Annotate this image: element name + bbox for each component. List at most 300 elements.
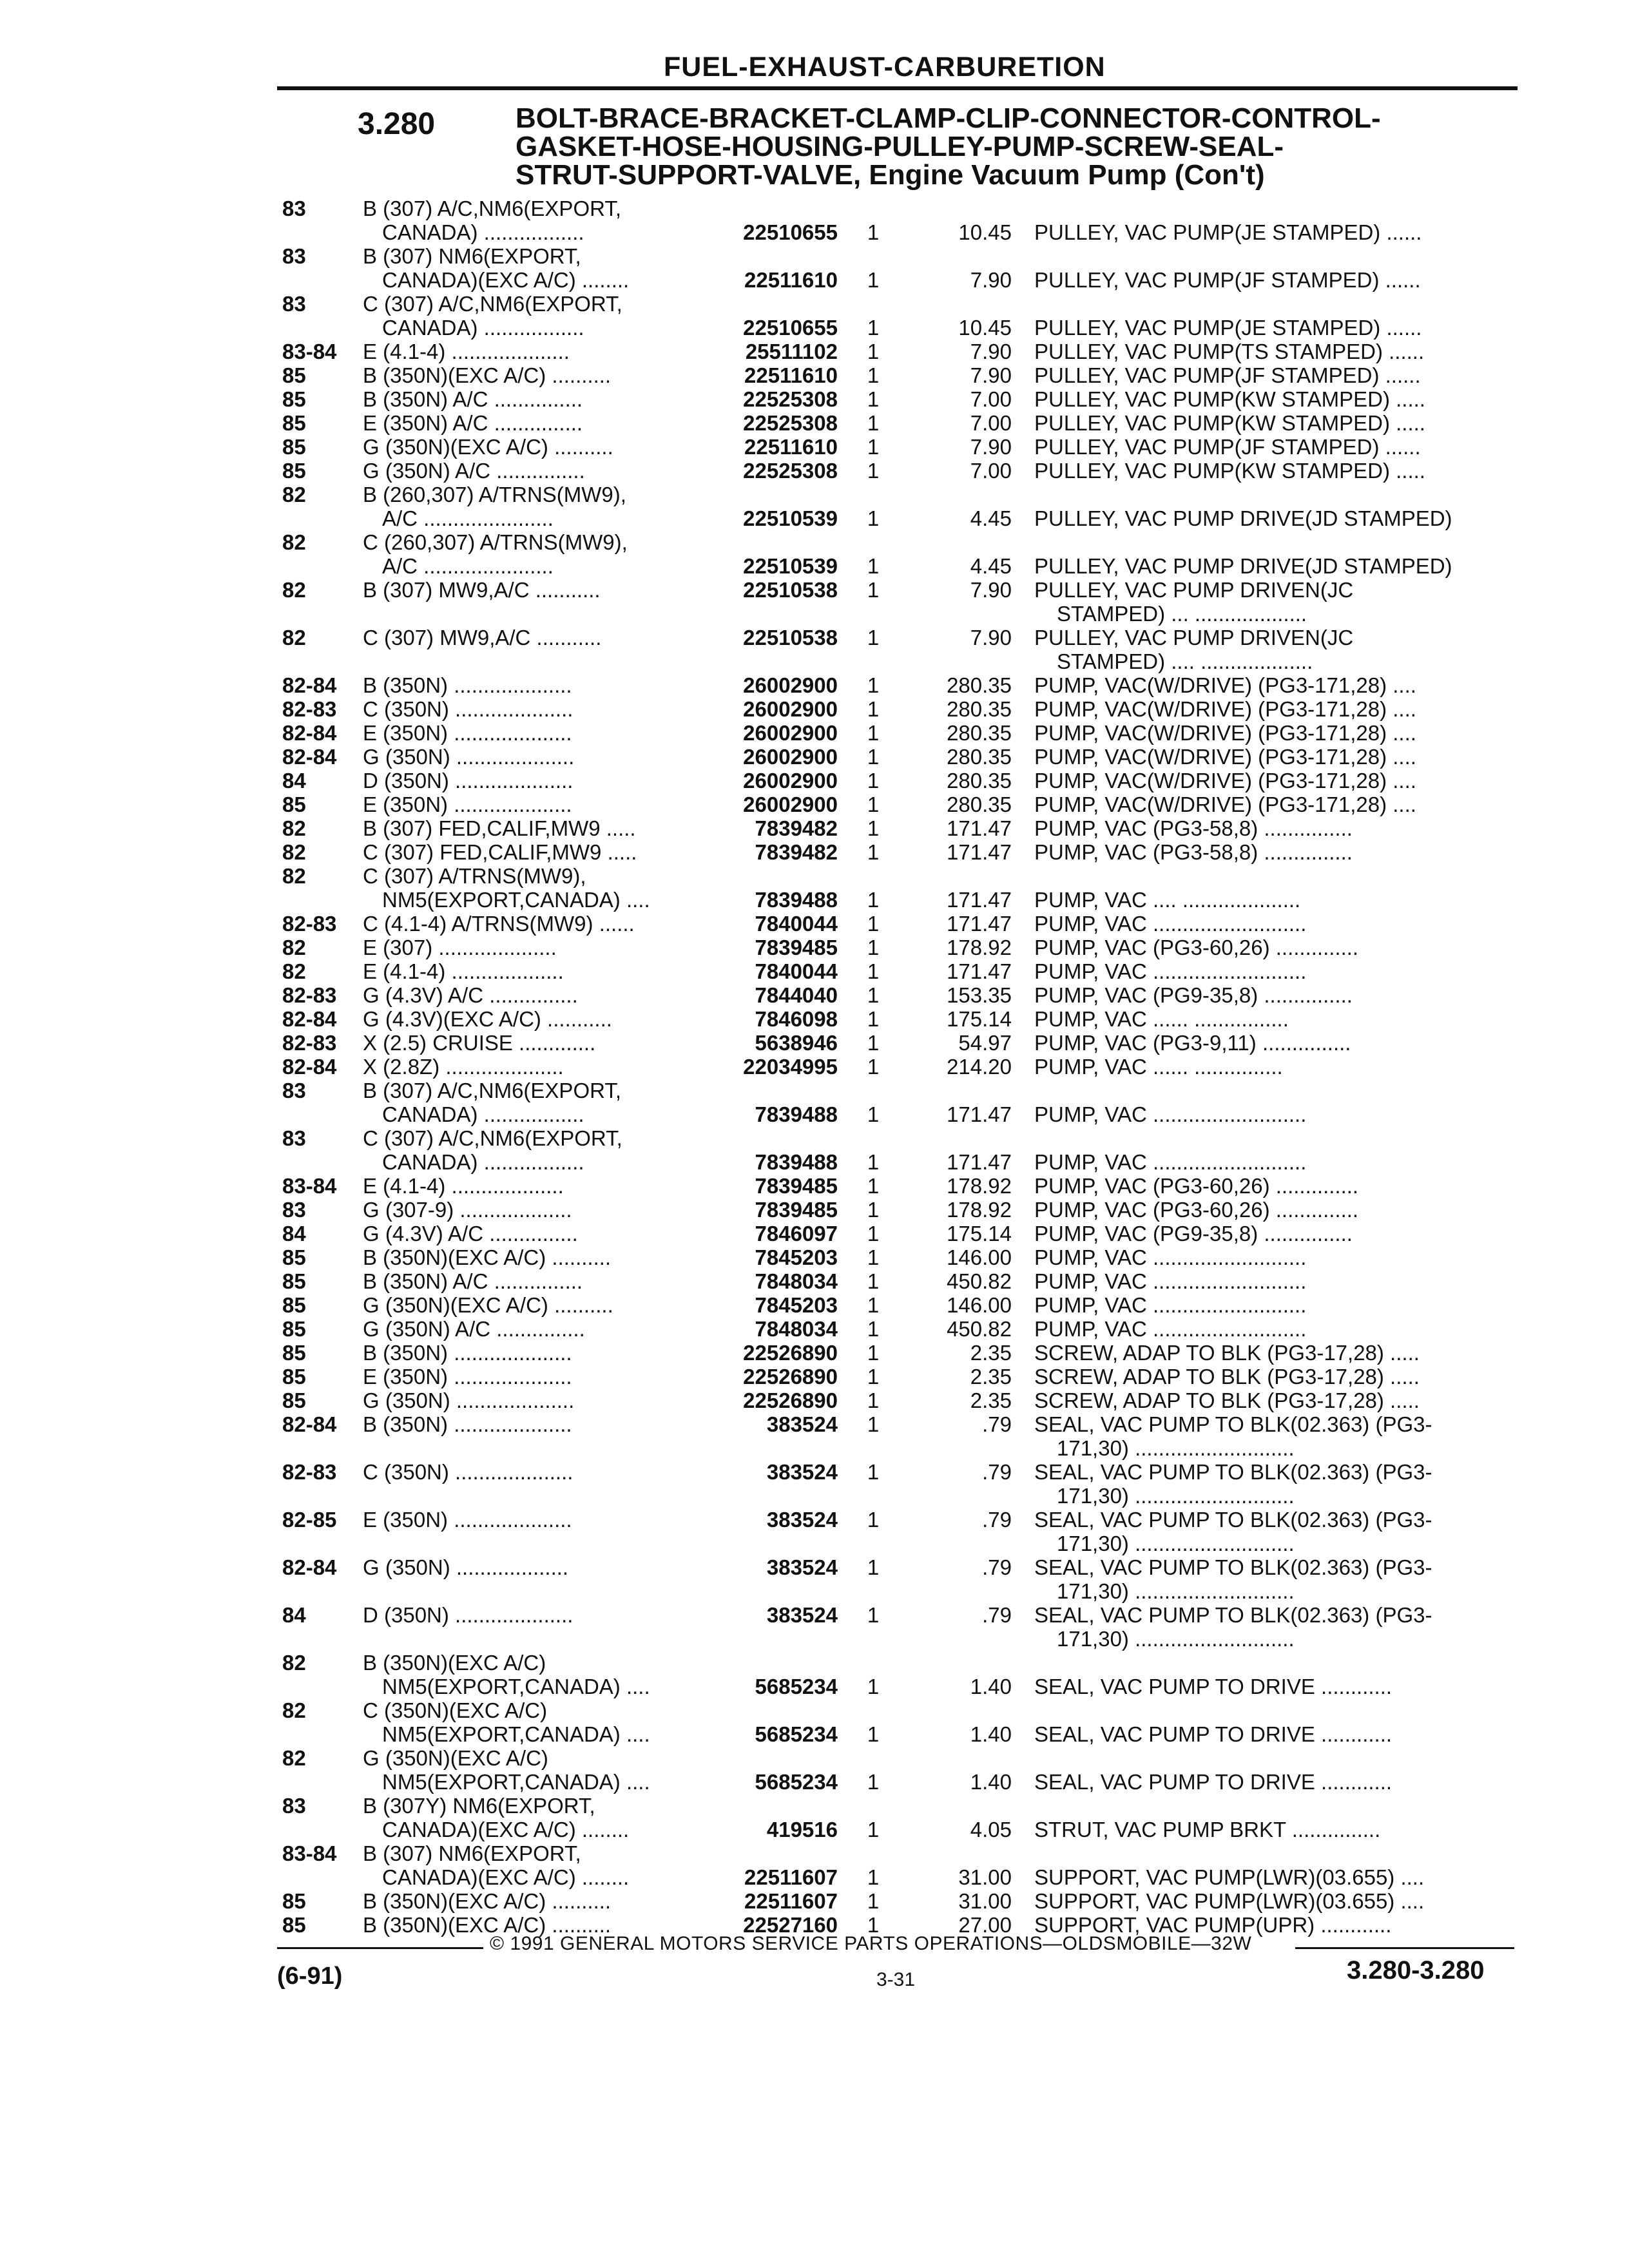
application (363, 1174, 711, 1198)
quantity: 1 (867, 1031, 880, 1055)
description-line: SEAL, VAC PUMP TO BLK(02.363) (PG3- (1034, 1555, 1432, 1579)
parts-row (0, 840, 1629, 864)
price: 7.90 (970, 626, 1012, 649)
parts-row (0, 1317, 1629, 1341)
description (1034, 220, 1498, 244)
description-line: PULLEY, VAC PUMP(KW STAMPED) ..... (1034, 411, 1425, 435)
application-line: D (350N) .................... (363, 1603, 574, 1627)
description (1034, 554, 1498, 578)
application (363, 1079, 711, 1126)
application-line: B (350N)(EXC A/C) .......... (363, 1889, 612, 1913)
description (1034, 888, 1498, 912)
parts-row (0, 936, 1629, 959)
description (1034, 793, 1498, 816)
description-line: PULLEY, VAC PUMP DRIVEN(JC (1034, 578, 1354, 602)
description-line: PULLEY, VAC PUMP(KW STAMPED) ..... (1034, 387, 1425, 411)
application-line: C (4.1-4) A/TRNS(MW9) ...... (363, 912, 635, 936)
model-year: 82-84 (282, 1555, 337, 1579)
parts-row (0, 578, 1629, 626)
parts-row (0, 1889, 1629, 1913)
price: 175.14 (947, 1222, 1012, 1245)
model-year: 84 (282, 1603, 306, 1627)
model-year: 82 (282, 530, 306, 554)
parts-row (0, 912, 1629, 936)
description (1034, 1269, 1498, 1293)
model-year: 83 (282, 1794, 306, 1818)
price: 1.40 (970, 1675, 1012, 1698)
description-line: PUMP, VAC .......................... (1034, 1293, 1307, 1317)
application (363, 673, 711, 697)
part-number: 383524 (766, 1460, 838, 1484)
application-line: G (4.3V)(EXC A/C) ........... (363, 1007, 612, 1031)
description (1034, 1222, 1498, 1245)
price: 31.00 (958, 1865, 1012, 1889)
section-number: 3.280 (358, 107, 436, 141)
application-line: B (307) NM6(EXPORT, (363, 244, 581, 268)
model-year: 82 (282, 959, 306, 983)
quantity: 1 (867, 1222, 880, 1245)
quantity: 1 (867, 673, 880, 697)
description-line: SEAL, VAC PUMP TO BLK(02.363) (PG3- (1034, 1460, 1432, 1484)
part-number: 22511610 (744, 435, 838, 459)
description-line: SCREW, ADAP TO BLK (PG3-17,28) ..... (1034, 1341, 1420, 1365)
part-number: 26002900 (743, 673, 838, 697)
part-number: 7839485 (755, 936, 838, 959)
part-number: 26002900 (743, 697, 838, 721)
part-number: 22510539 (743, 554, 838, 578)
application-line: G (350N)(EXC A/C) .......... (363, 1293, 613, 1317)
model-year: 82 (282, 936, 306, 959)
application-line: CANADA) ................. (382, 1102, 584, 1126)
part-number: 22525308 (743, 459, 838, 483)
description (1034, 721, 1498, 745)
application (363, 769, 711, 793)
application-line: C (350N)(EXC A/C) (363, 1698, 548, 1722)
application (363, 864, 711, 912)
parts-row (0, 1412, 1629, 1460)
model-year: 82-83 (282, 1031, 337, 1055)
application (363, 197, 711, 244)
description (1034, 1055, 1498, 1079)
quantity: 1 (867, 220, 880, 244)
parts-row (0, 1389, 1629, 1412)
description (1034, 1341, 1498, 1365)
model-year: 83 (282, 244, 306, 268)
quantity: 1 (867, 1555, 880, 1579)
part-number: 22526890 (743, 1389, 838, 1412)
parts-row (0, 816, 1629, 840)
application-line: C (307) A/C,NM6(EXPORT, (363, 292, 622, 316)
price: 171.47 (947, 912, 1012, 936)
description-line: PUMP, VAC .......................... (1034, 1269, 1307, 1293)
description (1034, 1722, 1498, 1746)
description-line: PUMP, VAC .......................... (1034, 959, 1307, 983)
price: 171.47 (947, 816, 1012, 840)
application-line: B (350N)(EXC A/C) (363, 1651, 546, 1675)
description (1034, 578, 1498, 626)
description (1034, 769, 1498, 793)
application (363, 936, 711, 959)
application (363, 530, 711, 578)
parts-row (0, 1198, 1629, 1222)
description-line: PULLEY, VAC PUMP(JE STAMPED) ...... (1034, 316, 1422, 340)
quantity: 1 (867, 1341, 880, 1365)
price: 146.00 (947, 1245, 1012, 1269)
part-number: 22511610 (744, 363, 838, 387)
model-year: 82-83 (282, 1460, 337, 1484)
price: 280.35 (947, 793, 1012, 816)
price: .79 (982, 1555, 1012, 1579)
price: 171.47 (947, 888, 1012, 912)
price: .79 (982, 1412, 1012, 1436)
description-line: 171,30) ........................... (1057, 1579, 1295, 1603)
model-year: 83-84 (282, 1841, 337, 1865)
parts-row (0, 1698, 1629, 1746)
application (363, 1389, 711, 1412)
quantity: 1 (867, 1412, 880, 1436)
application-line: CANADA)(EXC A/C) ........ (382, 268, 630, 292)
application-line: G (350N) ................... (363, 1555, 569, 1579)
quantity: 1 (867, 1293, 880, 1317)
price: 171.47 (947, 1150, 1012, 1174)
application-line: D (350N) .................... (363, 769, 574, 793)
model-year: 82-83 (282, 983, 337, 1007)
application-line: G (307-9) ................... (363, 1198, 572, 1222)
quantity: 1 (867, 1245, 880, 1269)
quantity: 1 (867, 840, 880, 864)
quantity: 1 (867, 983, 880, 1007)
application-line: CANADA) ................. (382, 220, 584, 244)
application-line: C (350N) .................... (363, 1460, 574, 1484)
quantity: 1 (867, 1055, 880, 1079)
model-year: 83 (282, 1126, 306, 1150)
application-line: G (350N)(EXC A/C) .......... (363, 435, 613, 459)
application-line: NM5(EXPORT,CANADA) .... (382, 1722, 650, 1746)
parts-row (0, 435, 1629, 459)
application-line: B (350N) A/C ............... (363, 1269, 583, 1293)
part-number: 26002900 (743, 721, 838, 745)
description (1034, 673, 1498, 697)
part-number: 22034995 (743, 1055, 838, 1079)
parts-row (0, 1031, 1629, 1055)
price: 2.35 (970, 1365, 1012, 1389)
application (363, 1245, 711, 1269)
part-number: 383524 (766, 1412, 838, 1436)
application-line: E (4.1-4) ................... (363, 1174, 564, 1198)
price: 7.00 (970, 459, 1012, 483)
application (363, 435, 711, 459)
parts-row (0, 793, 1629, 816)
description (1034, 1389, 1498, 1412)
parts-row (0, 363, 1629, 387)
quantity: 1 (867, 816, 880, 840)
description-line: PUMP, VAC(W/DRIVE) (PG3-171,28) .... (1034, 745, 1416, 769)
description (1034, 1508, 1498, 1555)
parts-row (0, 1341, 1629, 1365)
part-number: 7845203 (755, 1293, 838, 1317)
price: 4.05 (970, 1818, 1012, 1841)
price: 10.45 (958, 220, 1012, 244)
application-line: X (2.5) CRUISE ............. (363, 1031, 596, 1055)
price: 178.92 (947, 1198, 1012, 1222)
application (363, 1365, 711, 1389)
part-number: 7848034 (755, 1269, 838, 1293)
description (1034, 506, 1498, 530)
application-line: B (260,307) A/TRNS(MW9), (363, 483, 626, 506)
model-year: 85 (282, 793, 306, 816)
application-line: G (350N) .................... (363, 1389, 575, 1412)
part-number: 7839488 (755, 1150, 838, 1174)
part-number: 5685234 (755, 1770, 838, 1794)
description-line: PULLEY, VAC PUMP DRIVE(JD STAMPED) (1034, 554, 1452, 578)
part-number: 22527160 (743, 1913, 838, 1937)
application-line: G (350N) .................... (363, 745, 575, 769)
application-line: B (350N) .................... (363, 1412, 572, 1436)
description-line: PUMP, VAC(W/DRIVE) (PG3-171,28) .... (1034, 697, 1416, 721)
description-line: SEAL, VAC PUMP TO BLK(02.363) (PG3- (1034, 1603, 1432, 1627)
quantity: 1 (867, 1675, 880, 1698)
quantity: 1 (867, 1174, 880, 1198)
description-line: PUMP, VAC(W/DRIVE) (PG3-171,28) .... (1034, 721, 1416, 745)
application (363, 1341, 711, 1365)
application (363, 793, 711, 816)
application-line: B (350N)(EXC A/C) .......... (363, 363, 612, 387)
description (1034, 1317, 1498, 1341)
parts-row (0, 244, 1629, 292)
application-line: CANADA)(EXC A/C) ........ (382, 1818, 630, 1841)
quantity: 1 (867, 1913, 880, 1937)
part-number: 22526890 (743, 1365, 838, 1389)
description (1034, 1818, 1498, 1841)
part-number: 383524 (766, 1555, 838, 1579)
price: 280.35 (947, 769, 1012, 793)
application-line: B (350N) .................... (363, 673, 572, 697)
application-line: E (4.1-4) .................... (363, 340, 570, 363)
model-year: 82-83 (282, 912, 337, 936)
parts-row (0, 1555, 1629, 1603)
footer-section-range: 3.280-3.280 (1347, 1956, 1485, 1984)
application-line: G (350N) A/C ............... (363, 1317, 585, 1341)
application-line: B (350N) A/C ............... (363, 387, 583, 411)
parts-row (0, 197, 1629, 244)
parts-row (0, 1079, 1629, 1126)
description-line: PUMP, VAC (PG3-60,26) .............. (1034, 936, 1359, 959)
model-year: 84 (282, 1222, 306, 1245)
price: 146.00 (947, 1293, 1012, 1317)
model-year: 83-84 (282, 1174, 337, 1198)
model-year: 82 (282, 864, 306, 888)
description-line: SEAL, VAC PUMP TO DRIVE ............ (1034, 1722, 1393, 1746)
model-year: 82-83 (282, 697, 337, 721)
parts-row (0, 1651, 1629, 1698)
quantity: 1 (867, 1508, 880, 1532)
model-year: 82 (282, 626, 306, 649)
price: 280.35 (947, 745, 1012, 769)
part-number: 25511102 (745, 340, 838, 363)
part-number: 5638946 (755, 1031, 838, 1055)
part-number: 22510538 (743, 626, 838, 649)
description-line: PULLEY, VAC PUMP DRIVEN(JC (1034, 626, 1354, 649)
parts-row (0, 1603, 1629, 1651)
part-number: 5685234 (755, 1675, 838, 1698)
description-line: SUPPORT, VAC PUMP(LWR)(03.655) .... (1034, 1889, 1425, 1913)
model-year: 83 (282, 292, 306, 316)
price: 280.35 (947, 673, 1012, 697)
description (1034, 1293, 1498, 1317)
description (1034, 1865, 1498, 1889)
application (363, 1412, 711, 1436)
description (1034, 1889, 1498, 1913)
description-line: SUPPORT, VAC PUMP(UPR) ............ (1034, 1913, 1392, 1937)
application-line: G (4.3V) A/C ............... (363, 983, 578, 1007)
parts-row (0, 1222, 1629, 1245)
price: 7.90 (970, 435, 1012, 459)
part-number: 26002900 (743, 745, 838, 769)
part-number: 383524 (766, 1508, 838, 1532)
application (363, 387, 711, 411)
quantity: 1 (867, 769, 880, 793)
application-line: C (307) FED,CALIF,MW9 ..... (363, 840, 637, 864)
price: 280.35 (947, 697, 1012, 721)
application-line: B (350N)(EXC A/C) .......... (363, 1913, 612, 1937)
description (1034, 1675, 1498, 1698)
description (1034, 1460, 1498, 1508)
description (1034, 1245, 1498, 1269)
application (363, 1293, 711, 1317)
application (363, 340, 711, 363)
part-number: 22526890 (743, 1341, 838, 1365)
quantity: 1 (867, 721, 880, 745)
application (363, 983, 711, 1007)
model-year: 85 (282, 411, 306, 435)
header-rule (277, 86, 1518, 90)
model-year: 82 (282, 1651, 306, 1675)
price: 54.97 (958, 1031, 1012, 1055)
quantity: 1 (867, 626, 880, 649)
parts-row (0, 745, 1629, 769)
model-year: 82-84 (282, 745, 337, 769)
part-number: 22511610 (744, 268, 838, 292)
description (1034, 340, 1498, 363)
description-line: SCREW, ADAP TO BLK (PG3-17,28) ..... (1034, 1365, 1420, 1389)
model-year: 82 (282, 840, 306, 864)
quantity: 1 (867, 745, 880, 769)
part-number: 22510538 (743, 578, 838, 602)
model-year: 83 (282, 1079, 306, 1102)
application (363, 1889, 711, 1913)
part-number: 26002900 (743, 769, 838, 793)
parts-row (0, 411, 1629, 435)
price: 7.90 (970, 268, 1012, 292)
price: 4.45 (970, 506, 1012, 530)
quantity: 1 (867, 1460, 880, 1484)
quantity: 1 (867, 340, 880, 363)
application (363, 1651, 711, 1698)
quantity: 1 (867, 411, 880, 435)
parts-row (0, 1269, 1629, 1293)
quantity: 1 (867, 459, 880, 483)
description-line: PUMP, VAC (PG3-9,11) ............... (1034, 1031, 1351, 1055)
description-line: PUMP, VAC (PG3-60,26) .............. (1034, 1174, 1359, 1198)
part-number: 22525308 (743, 387, 838, 411)
model-year: 85 (282, 1269, 306, 1293)
price: .79 (982, 1508, 1012, 1532)
quantity: 1 (867, 1889, 880, 1913)
parts-row (0, 1126, 1629, 1174)
application (363, 1508, 711, 1532)
description-line: PUMP, VAC .......................... (1034, 912, 1307, 936)
application-line: B (350N) .................... (363, 1341, 572, 1365)
part-number: 7846098 (755, 1007, 838, 1031)
description-line: PULLEY, VAC PUMP(KW STAMPED) ..... (1034, 459, 1425, 483)
description-line: PUMP, VAC .......................... (1034, 1317, 1307, 1341)
description-line: PUMP, VAC .......................... (1034, 1102, 1307, 1126)
application (363, 697, 711, 721)
parts-row (0, 769, 1629, 793)
application (363, 1555, 711, 1579)
parts-row (0, 1508, 1629, 1555)
application-line: CANADA) ................. (382, 1150, 584, 1174)
price: 7.90 (970, 340, 1012, 363)
description (1034, 1770, 1498, 1794)
model-year: 82-84 (282, 721, 337, 745)
application-line: CANADA) ................. (382, 316, 584, 340)
parts-row (0, 340, 1629, 363)
price: 7.00 (970, 387, 1012, 411)
model-year: 85 (282, 1889, 306, 1913)
parts-row (0, 1174, 1629, 1198)
model-year: 85 (282, 387, 306, 411)
application-line: E (4.1-4) ................... (363, 959, 564, 983)
description (1034, 1150, 1498, 1174)
application-line: B (307Y) NM6(EXPORT, (363, 1794, 595, 1818)
description (1034, 983, 1498, 1007)
application (363, 1031, 711, 1055)
application (363, 1317, 711, 1341)
part-number: 7839485 (755, 1198, 838, 1222)
description-line: SEAL, VAC PUMP TO DRIVE ............ (1034, 1770, 1393, 1794)
description-line: PUMP, VAC .......................... (1034, 1150, 1307, 1174)
description (1034, 959, 1498, 983)
section-title (516, 104, 1547, 189)
quantity: 1 (867, 1150, 880, 1174)
footer-rule-left (277, 1947, 483, 1949)
model-year: 84 (282, 769, 306, 793)
part-number: 7844040 (755, 983, 838, 1007)
description-line: PULLEY, VAC PUMP(TS STAMPED) ...... (1034, 340, 1425, 363)
parts-row (0, 1794, 1629, 1841)
model-year: 83 (282, 1198, 306, 1222)
description-line: PUMP, VAC ...... ................ (1034, 1007, 1289, 1031)
quantity: 1 (867, 1865, 880, 1889)
part-number: 7848034 (755, 1317, 838, 1341)
description (1034, 1102, 1498, 1126)
price: 2.35 (970, 1341, 1012, 1365)
part-number: 7840044 (755, 912, 838, 936)
description-line: PUMP, VAC(W/DRIVE) (PG3-171,28) .... (1034, 793, 1416, 816)
application-line: E (350N) .................... (363, 721, 572, 745)
description (1034, 840, 1498, 864)
part-number: 7839488 (755, 888, 838, 912)
parts-row (0, 983, 1629, 1007)
quantity: 1 (867, 1007, 880, 1031)
description (1034, 1555, 1498, 1603)
description-line: SEAL, VAC PUMP TO BLK(02.363) (PG3- (1034, 1412, 1432, 1436)
description-line: SEAL, VAC PUMP TO DRIVE ............ (1034, 1675, 1393, 1698)
application (363, 1126, 711, 1174)
section-title-line: STRUT-SUPPORT-VALVE, Engine Vacuum Pump (Con't) (516, 159, 1265, 191)
description (1034, 1174, 1498, 1198)
